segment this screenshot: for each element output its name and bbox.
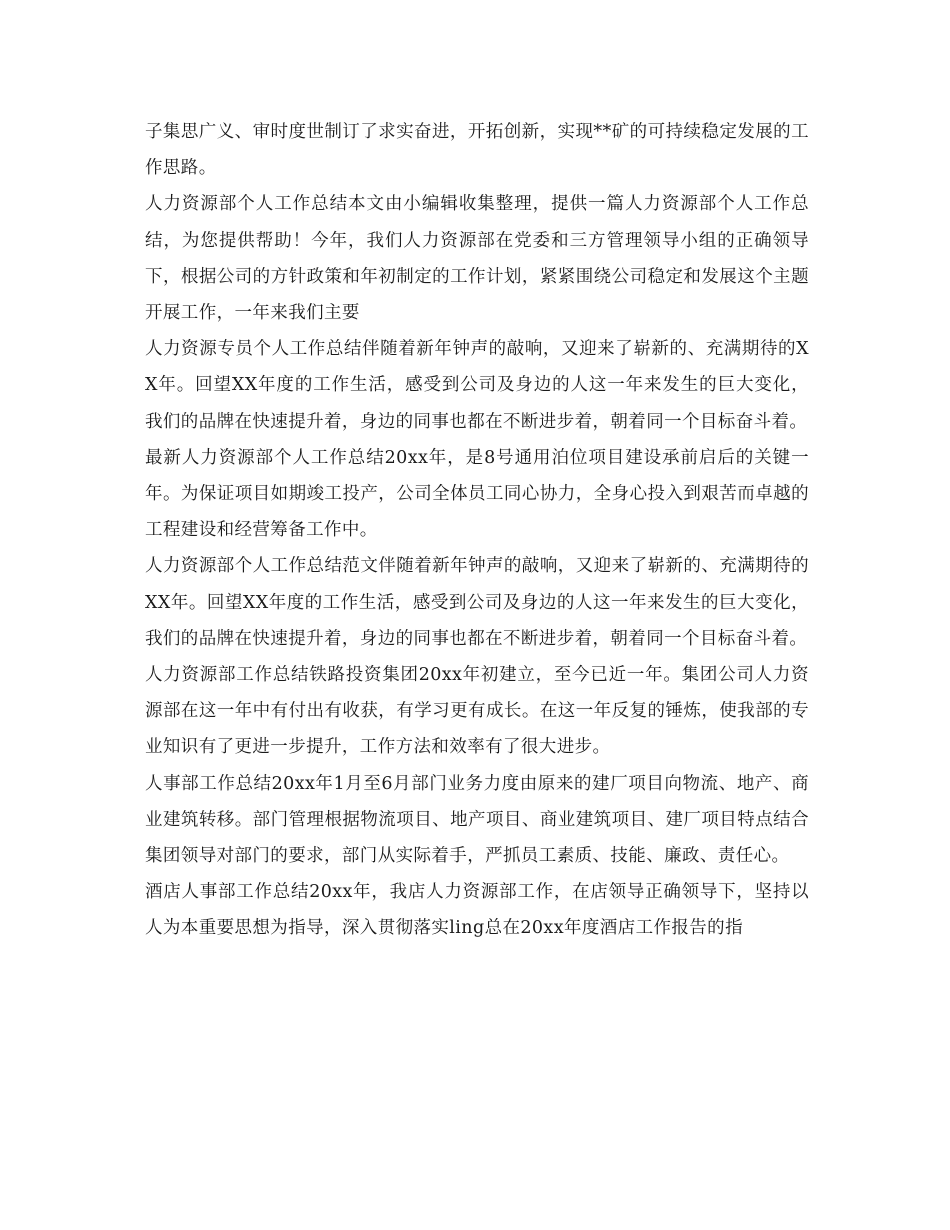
document-body [145, 114, 809, 947]
paragraph-3: 人力资源专员个人工作总结伴随着新年钟声的敲响，又迎来了崭新的、充满期待的XX年。回望XX年度的工作生活，感受到公司及身边的人这一年来发生的巨大变化，我们的品牌在快速提升着，身边的同事也都在不断进步着，朝着同一个目标奋斗着。 [145, 339, 809, 432]
paragraph-6: 人力资源部工作总结铁路投资集团20xx年初建立，至今已近一年。集团公司人力资源部在这一年中有付出有收获，有学习更有成长。在这一年反复的锤炼，使我部的专业知识有了更进一步提升，工作方法和效率有了很大进步。 [145, 665, 809, 758]
paragraph-4: 最新人力资源部个人工作总结20xx年，是8号通用泊位项目建设承前启后的关键一年。为保证项目如期竣工投产，公司全体员工同心协力，全身心投入到艰苦而卓越的工程建设和经营筹备工作中。 [145, 447, 809, 541]
paragraph-2: 人力资源部个人工作总结本文由小编辑收集整理，提供一篇人力资源部个人工作总结，为您提供帮助！今年，我们人力资源部在党委和三方管理领导小组的正确领导下，根据公司的方针政策和年初制定的工作计划，紧紧围绕公司稳定和发展这个主题开展工作，一年来我们主要 [145, 194, 809, 324]
paragraph-1: 子集思广义、审时度世制订了求实奋进，开拓创新，实现**矿的可持续稳定发展的工作思路。 [145, 122, 809, 179]
paragraph-8: 酒店人事部工作总结20xx年，我店人力资源部工作，在店领导正确领导下，坚持以人为本重要思想为指导，深入贯彻落实ling总在20xx年度酒店工作报告的指 [145, 882, 809, 939]
paragraph-7: 人事部工作总结20xx年1月至6月部门业务力度由原来的建厂项目向物流、地产、商业建筑转移。部门管理根据物流项目、地产项目、商业建筑项目、建厂项目特点结合集团领导对部门的要求，部门从实际着手，严抓员工素质、技能、廉政、责任心。 [145, 773, 809, 867]
paragraph-5: 人力资源部个人工作总结范文伴随着新年钟声的敲响，又迎来了崭新的、充满期待的XX年。回望XX年度的工作生活，感受到公司及身边的人这一年来发生的巨大变化，我们的品牌在快速提升着，身边的同事也都在不断进步着，朝着同一个目标奋斗着。 [145, 556, 809, 649]
